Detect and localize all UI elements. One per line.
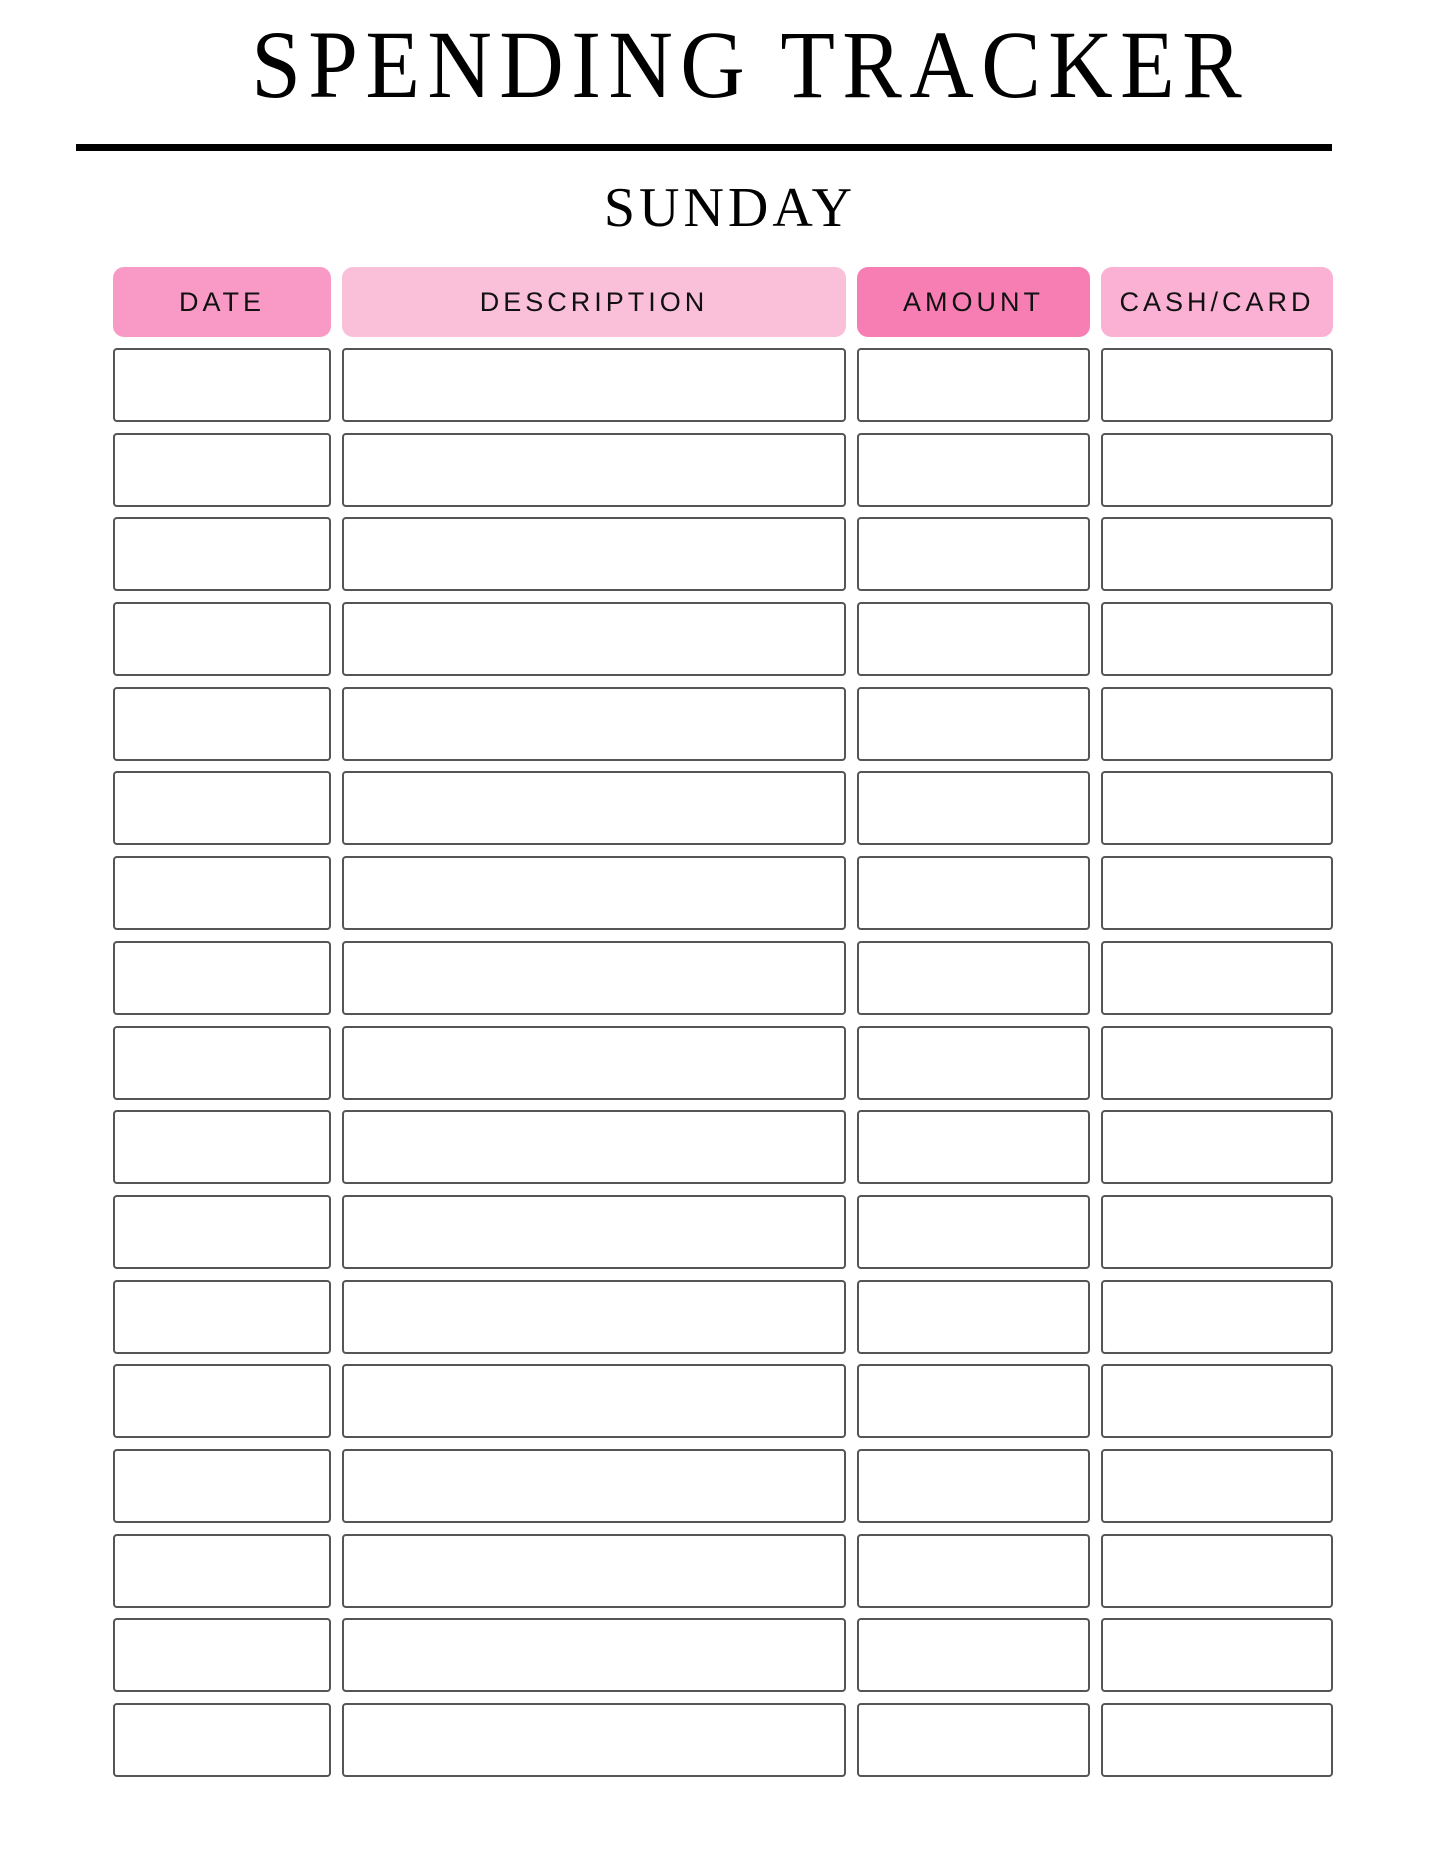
cash-card-cell[interactable] [1101, 1195, 1333, 1269]
date-cell[interactable] [113, 941, 331, 1015]
amount-cell[interactable] [857, 348, 1090, 422]
amount-cell[interactable] [857, 517, 1090, 591]
amount-cell[interactable] [857, 602, 1090, 676]
date-cell[interactable] [113, 771, 331, 845]
title-divider [76, 144, 1332, 151]
table-row [113, 1195, 1332, 1269]
table-body [113, 348, 1332, 1777]
date-cell[interactable] [113, 1110, 331, 1184]
description-cell[interactable] [342, 1026, 846, 1100]
cash-card-cell[interactable] [1101, 1534, 1333, 1608]
description-cell[interactable] [342, 1703, 846, 1777]
table-row [113, 517, 1332, 591]
description-cell[interactable] [342, 1534, 846, 1608]
amount-cell[interactable] [857, 856, 1090, 930]
description-cell[interactable] [342, 602, 846, 676]
description-cell[interactable] [342, 1618, 846, 1692]
description-cell[interactable] [342, 856, 846, 930]
date-cell[interactable] [113, 687, 331, 761]
amount-cell[interactable] [857, 1280, 1090, 1354]
description-cell[interactable] [342, 1280, 846, 1354]
date-cell[interactable] [113, 1534, 331, 1608]
column-header-cash-card: CASH/CARD [1101, 267, 1333, 337]
amount-cell[interactable] [857, 1703, 1090, 1777]
table-row [113, 433, 1332, 507]
date-cell[interactable] [113, 433, 331, 507]
table-row [113, 1110, 1332, 1184]
description-cell[interactable] [342, 771, 846, 845]
cash-card-cell[interactable] [1101, 1026, 1333, 1100]
amount-cell[interactable] [857, 1534, 1090, 1608]
cash-card-cell[interactable] [1101, 1280, 1333, 1354]
cash-card-cell[interactable] [1101, 1618, 1333, 1692]
description-cell[interactable] [342, 1195, 846, 1269]
day-heading: SUNDAY [603, 177, 857, 239]
date-cell[interactable] [113, 1195, 331, 1269]
date-cell[interactable] [113, 1364, 331, 1438]
cash-card-cell[interactable] [1101, 856, 1333, 930]
column-header-description: DESCRIPTION [342, 267, 846, 337]
table-row [113, 771, 1332, 845]
table-row [113, 1364, 1332, 1438]
column-header-date: DATE [113, 267, 331, 337]
table-row [113, 1534, 1332, 1608]
amount-cell[interactable] [857, 1618, 1090, 1692]
table-row [113, 856, 1332, 930]
page-title: SPENDING TRACKER [251, 11, 1250, 118]
description-cell[interactable] [342, 517, 846, 591]
amount-cell[interactable] [857, 941, 1090, 1015]
description-cell[interactable] [342, 687, 846, 761]
amount-cell[interactable] [857, 1026, 1090, 1100]
amount-cell[interactable] [857, 1364, 1090, 1438]
description-cell[interactable] [342, 941, 846, 1015]
date-cell[interactable] [113, 517, 331, 591]
table-row [113, 348, 1332, 422]
table-row [113, 1618, 1332, 1692]
cash-card-cell[interactable] [1101, 517, 1333, 591]
table-row [113, 687, 1332, 761]
amount-cell[interactable] [857, 1449, 1090, 1523]
date-cell[interactable] [113, 1280, 331, 1354]
cash-card-cell[interactable] [1101, 1703, 1333, 1777]
description-cell[interactable] [342, 348, 846, 422]
table-row [113, 941, 1332, 1015]
amount-cell[interactable] [857, 771, 1090, 845]
amount-cell[interactable] [857, 687, 1090, 761]
table-row [113, 1449, 1332, 1523]
description-cell[interactable] [342, 433, 846, 507]
table-row [113, 602, 1332, 676]
cash-card-cell[interactable] [1101, 1364, 1333, 1438]
date-cell[interactable] [113, 602, 331, 676]
cash-card-cell[interactable] [1101, 602, 1333, 676]
spending-table [113, 267, 1332, 1788]
date-cell[interactable] [113, 856, 331, 930]
table-header [113, 267, 1332, 337]
amount-cell[interactable] [857, 1110, 1090, 1184]
date-cell[interactable] [113, 348, 331, 422]
table-row [113, 1026, 1332, 1100]
cash-card-cell[interactable] [1101, 941, 1333, 1015]
table-row [113, 1280, 1332, 1354]
description-cell[interactable] [342, 1110, 846, 1184]
date-cell[interactable] [113, 1449, 331, 1523]
date-cell[interactable] [113, 1618, 331, 1692]
description-cell[interactable] [342, 1364, 846, 1438]
description-cell[interactable] [342, 1449, 846, 1523]
cash-card-cell[interactable] [1101, 771, 1333, 845]
cash-card-cell[interactable] [1101, 433, 1333, 507]
date-cell[interactable] [113, 1703, 331, 1777]
date-cell[interactable] [113, 1026, 331, 1100]
column-header-amount: AMOUNT [857, 267, 1090, 337]
cash-card-cell[interactable] [1101, 687, 1333, 761]
cash-card-cell[interactable] [1101, 1110, 1333, 1184]
table-row [113, 1703, 1332, 1777]
cash-card-cell[interactable] [1101, 1449, 1333, 1523]
amount-cell[interactable] [857, 433, 1090, 507]
amount-cell[interactable] [857, 1195, 1090, 1269]
cash-card-cell[interactable] [1101, 348, 1333, 422]
